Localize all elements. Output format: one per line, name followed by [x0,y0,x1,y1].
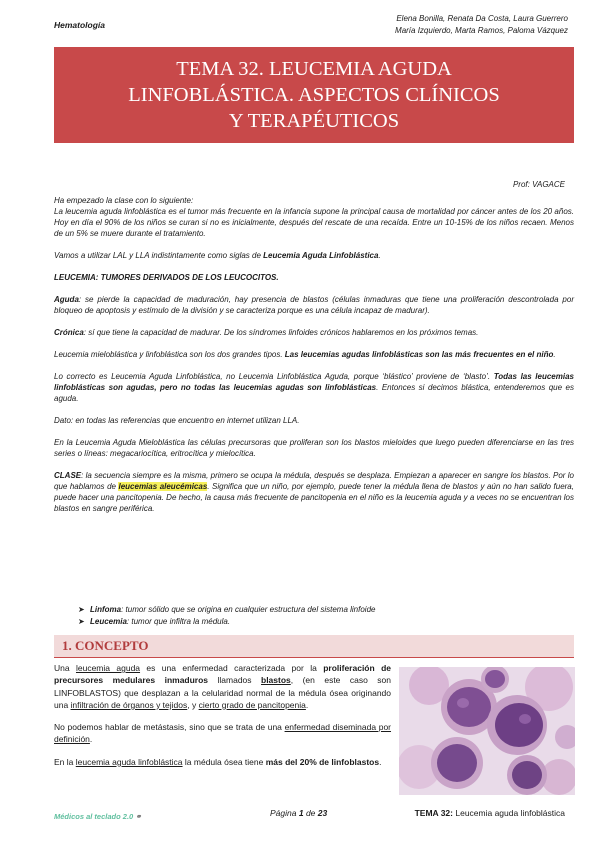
footer-logo: Médicos al teclado 2.0 ⚭ [54,812,142,821]
footer-topic: TEMA 32: Leucemia aguda linfoblástica [414,808,565,818]
concept-paragraph-1: Una leucemia aguda es una enfermedad caracterizada por la proliferación de precursores medulares inmaduros llamados blastos, (en este caso son LINFOBLASTOS) que desplazan a la celularidad normal de la médula ósea originando una infiltración de órganos y tejidos, y cierto grado de pancitopenia. [54,663,391,710]
paragraph-tipos: Leucemia mieloblástica y linfoblástica son los dos grandes tipos. Las leucemias agudas linfoblásticas son las más frecuentes en el niño. [54,350,556,359]
stethoscope-icon: ⚭ [135,812,142,821]
title-line-3: Y TERAPÉUTICOS [228,110,400,132]
section-concepto-header: 1. CONCEPTO [54,635,574,658]
paragraph-dato: Dato: en todas las referencias que encuentro en internet utilizan LLA. [54,416,300,425]
title-banner [54,47,574,143]
header-authors [395,13,568,37]
footer-page-number: Página 1 de 23 [270,808,328,818]
micrograph-illustration [399,667,575,795]
header-subject: Hematología [54,20,106,30]
paragraph-cronica: Crónica: sí que tiene la capacidad de madurar. De los síndromes linfoides crónicos hablaremos en los próximos temas. [54,328,479,337]
leucemia-heading: LEUCEMIA: TUMORES DERIVADOS DE LOS LEUCOCITOS. [54,273,279,282]
paragraph-lal: Vamos a utilizar LAL y LLA indistintamente como siglas de Leucemia Aguda Linfoblástica. [54,251,381,260]
paragraph-aguda: Aguda: se pierde la capacidad de maduración, hay presencia de blastos (células inmaduras que tiene una proliferación descontrolada por bloqueo de apoptosis y estímulo de la división y se caracteriza porque es una célula incapaz de madurar). [54,295,574,315]
document-body [54,195,574,525]
professor: Prof: VAGACE [512,180,565,189]
concept-paragraph-2: No podemos hablar de metástasis, sino que se trata de una enfermedad diseminada por definición. [54,722,392,745]
authors-line-2: María Izquierdo, Marta Ramos, Paloma Vázquez [395,26,568,35]
definitions-list [78,604,375,628]
title-line-2: LINFOBLÁSTICA. ASPECTOS CLÍNICOS [128,84,500,106]
concept-paragraph-3: En la leucemia aguda linfoblástica la médula ósea tiene más del 20% de linfoblastos. [54,756,382,767]
intro-paragraph: La leucemia aguda linfoblástica es el tumor más frecuente en la infancia supone la principal causa de mortalidad por cáncer antes de los 20 años. Hoy en día el 90% de los niños se curan si no es inicialmente, después del rescate de una recaída. Entre un 10-15% de los niños recaen. Menos de un 5% se muere durante el tratamiento. [54,207,574,238]
paragraph-mieloblastica: En la Leucemia Aguda Mieloblástica las células precursoras que proliferan son los blastos mieloides que luego pueden diferenciarse en las tres series o líneas: megacariocítica, eritrocítica y mielocítica. [54,438,574,458]
concept-text [54,662,391,778]
authors-line-1: Elena Bonilla, Renata Da Costa, Laura Guerrero [396,14,568,23]
title-line-1: TEMA 32. LEUCEMIA AGUDA [176,58,452,80]
paragraph-clase: CLASE: la secuencia siempre es la misma, primero se ocupa la médula, después se desplaza. Empiezan a aparecer en sangre los blastos. Por lo que hablamos de leucemias aleucémicas. Significa que un niño, por ejemplo, puede tener la médula llena de blastos y aún no han salido fuera, puede hacer una pancitopenia. De hecho, la causa más frecuente de pancitopenia en el niño es la leucemia aguda y a veces no se encuentran los blastos en sangre periférica. [54,471,574,513]
blood-smear-image [399,667,575,795]
list-item: ➤ Leucemia: tumor que infiltra la médula. [78,616,375,628]
highlight-aleucemicas: leucemias aleucémicas [118,482,208,491]
list-item: ➤ Linfoma: tumor sólido que se origina en cualquier estructura del sistema linfoide [78,604,375,616]
paragraph-correcto: Lo correcto es Leucemia Aguda Linfoblástica, no Leucemia Linfoblástica Aguda, porque ‘blástico’ proviene de ‘blasto’. Todas las leucemias linfoblásticas son agudas, pero no todas las leucemias agudas son linfoblásticas. Entonces si decimos blástica, entenderemos que es aguda. [54,372,575,403]
intro-heading: Ha empezado la clase con lo siguiente: [54,196,194,205]
